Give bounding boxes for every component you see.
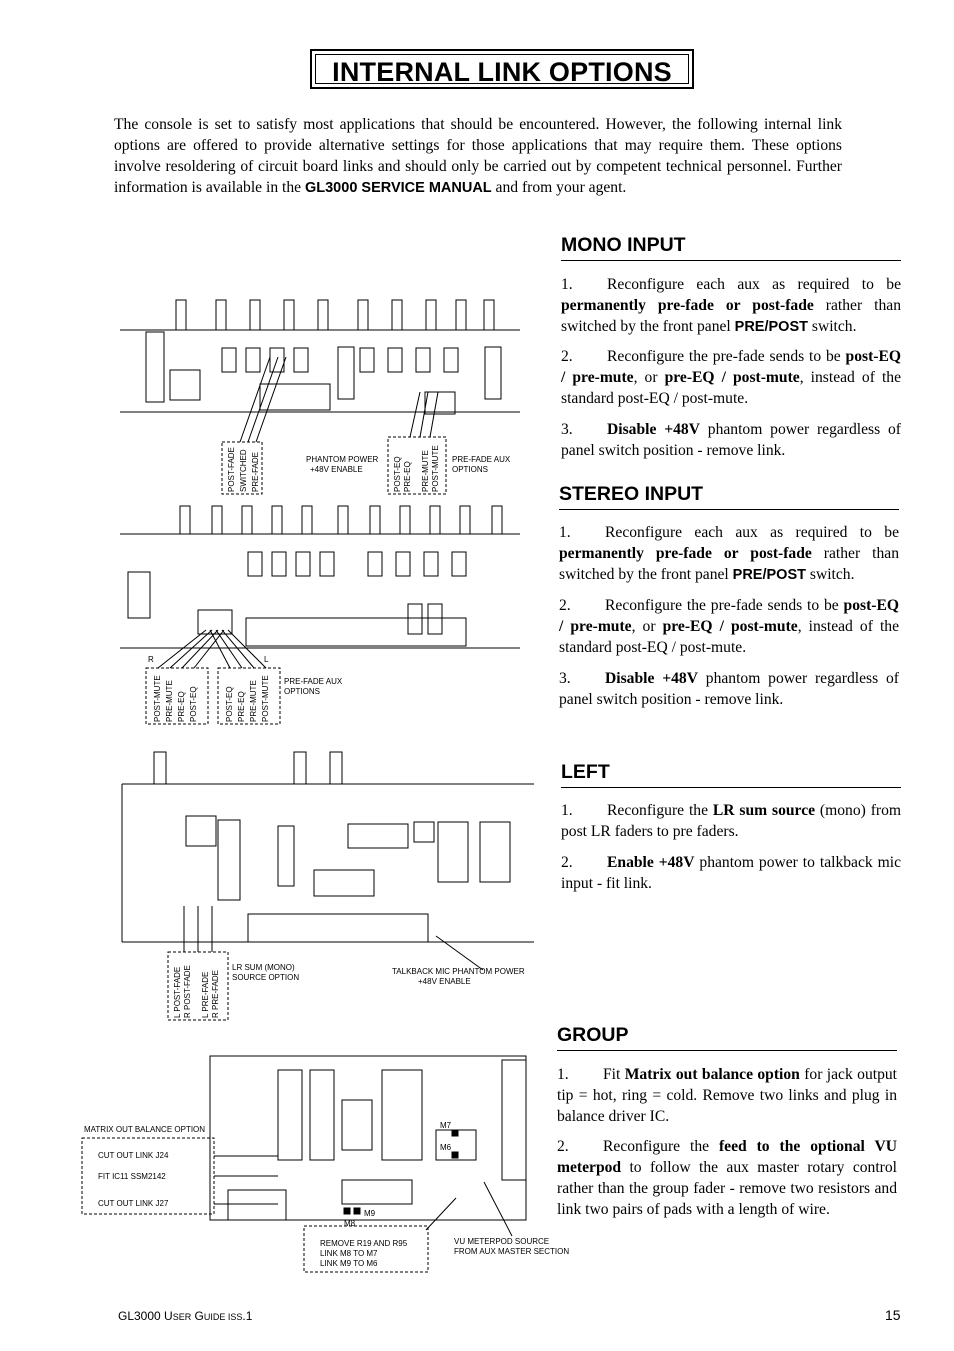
item-number: 1.	[561, 802, 573, 819]
label-r-pre-fade: R PRE-FADE	[211, 969, 220, 1018]
item-number: 3.	[561, 421, 573, 438]
item-bold: permanently pre-fade or post-fade	[561, 297, 814, 314]
stereo-item-1	[559, 522, 899, 586]
item-bold: permanently pre-fade or post-fade	[559, 545, 812, 562]
prefade-aux-label: PRE-FADE AUX	[284, 677, 343, 686]
label-post-fade: POST-FADE	[227, 447, 236, 492]
mono-item-3	[561, 419, 901, 461]
mono-input-heading: MONO INPUT	[561, 234, 901, 261]
label-post-eq: POST-EQ	[189, 686, 198, 722]
m7-label: M7	[440, 1121, 452, 1130]
lr-sum-label: LR SUM (MONO)	[232, 963, 295, 972]
mono-input-circuit-diagram	[110, 292, 520, 500]
item-number: 2.	[561, 348, 573, 365]
link-m8-label: LINK M8 TO M7	[320, 1249, 378, 1258]
label-l: L	[264, 655, 269, 664]
mono-labels-left	[227, 447, 260, 492]
item-number: 2.	[559, 597, 571, 614]
link-m9-label: LINK M9 TO M6	[320, 1259, 378, 1268]
item-bold: Disable +48V	[607, 421, 700, 438]
group-item-2	[557, 1136, 897, 1220]
group-circuit-diagram	[82, 1030, 570, 1278]
mono-ic-rows	[222, 348, 458, 372]
item-text: phantom power regardless of panel switch position - remove link.	[561, 421, 901, 459]
label-post-mute: POST-MUTE	[261, 675, 270, 722]
item-number: 1.	[561, 276, 573, 293]
label-pre-fade: PRE-FADE	[251, 451, 260, 492]
phantom-power-label: PHANTOM POWER	[306, 455, 379, 464]
label-r-post-fade: R POST-FADE	[183, 965, 192, 1018]
item-number: 2.	[561, 854, 573, 871]
remove-resistors-label: REMOVE R19 AND R95	[320, 1239, 408, 1248]
mono-item-2	[561, 346, 901, 409]
item-text: , instead of the standard post-EQ / post-mute.	[561, 369, 901, 407]
item-text: Reconfigure the pre-fade sends to be	[605, 597, 844, 614]
footer-text: GL3000 U	[118, 1309, 173, 1323]
item-bold: Disable +48V	[605, 670, 698, 687]
footer-document-id	[118, 1309, 252, 1323]
item-text: rather than switched by the front panel	[561, 297, 901, 335]
label-post-mute: POST-MUTE	[153, 675, 162, 722]
item-text: , instead of the standard post-EQ / post-mute.	[559, 618, 899, 656]
left-components	[186, 816, 434, 896]
stereo-labels-b	[225, 675, 270, 722]
item-bold: Enable +48V	[607, 854, 695, 871]
talkback-enable-label: +48V ENABLE	[418, 977, 471, 986]
label-pre-eq: PRE-EQ	[403, 461, 412, 492]
item-text: to follow the aux master rotary control rather than the group fader - remove two resistors and link two pairs of pads with a length of wire.	[557, 1159, 897, 1218]
stereo-item-3	[559, 668, 899, 710]
lr-sum-source-label: SOURCE OPTION	[232, 973, 300, 982]
item-text: switch.	[807, 318, 857, 335]
fit-ic11-label: FIT IC11 SSM2142	[98, 1172, 166, 1181]
page-title: INTERNAL LINK OPTIONS	[332, 57, 672, 87]
label-pre-eq: PRE-EQ	[177, 691, 186, 722]
item-bold: LR sum source	[712, 802, 816, 819]
item-text: for jack output tip = hot, ring = cold. Remove two links and plug in balance driver IC.	[557, 1066, 897, 1125]
mono-item-1	[561, 274, 901, 338]
cut-j27-label: CUT OUT LINK J27	[98, 1199, 169, 1208]
item-text: rather than switched by the front panel	[559, 545, 899, 583]
phantom-enable-label: +48V ENABLE	[310, 465, 363, 474]
stereo-input-circuit-diagram	[118, 500, 520, 728]
left-item-2	[561, 852, 901, 894]
page-number: 15	[885, 1307, 901, 1323]
item-text: Fit	[603, 1066, 625, 1083]
label-r: R	[148, 655, 154, 664]
label-l-pre-fade: L PRE-FADE	[201, 971, 210, 1018]
m8-label: M8	[344, 1219, 356, 1228]
item-number: 1.	[557, 1066, 569, 1083]
label-pre-mute: PRE-MUTE	[421, 450, 430, 492]
left-item-1	[561, 800, 901, 842]
intro-text: The console is set to satisfy most applications that should be encountered. However, the following internal link options are offered to provide alternative settings for those applications that may require them. These options involve resoldering of circuit board links and should only be carried out by competent technical personnel. Further information is available in the	[114, 116, 842, 196]
matrix-out-label: MATRIX OUT BALANCE OPTION	[84, 1125, 206, 1134]
item-text: Reconfigure each aux as required to be	[605, 524, 899, 541]
prefade-options-label: OPTIONS	[284, 687, 321, 696]
stereo-item-2	[559, 595, 899, 658]
vu-meterpod-label: VU METERPOD SOURCE	[454, 1237, 550, 1246]
label-l-post-fade: L POST-FADE	[173, 966, 182, 1018]
label-pre-mute: PRE-MUTE	[165, 680, 174, 722]
label-post-eq: POST-EQ	[225, 686, 234, 722]
prefade-options-label: OPTIONS	[452, 465, 489, 474]
item-text: , or	[633, 369, 665, 386]
stereo-labels-a	[153, 675, 198, 722]
label-switched: SWITCHED	[239, 449, 248, 492]
item-bold: Matrix out balance option	[624, 1066, 800, 1083]
stereo-input-heading: STEREO INPUT	[559, 483, 899, 510]
item-text: phantom power regardless of panel switch position - remove link.	[559, 670, 899, 708]
item-bold: post-EQ / pre-mute	[561, 348, 901, 386]
item-bold: feed to the optional VU meterpod	[557, 1138, 898, 1176]
item-text: Reconfigure the	[603, 1138, 719, 1155]
talkback-label: TALKBACK MIC PHANTOM POWER	[392, 967, 525, 976]
service-manual-ref: GL3000 SERVICE MANUAL	[304, 180, 492, 196]
page-title-box	[310, 49, 694, 89]
group-item-1	[557, 1064, 897, 1127]
item-text: , or	[631, 618, 663, 635]
item-number: 2.	[557, 1138, 569, 1155]
label-post-mute: POST-MUTE	[431, 445, 440, 492]
item-text: Reconfigure the pre-fade sends to be	[607, 348, 846, 365]
item-number: 3.	[559, 670, 571, 687]
footer-text: SER	[172, 1312, 192, 1322]
footer-text: .1	[242, 1309, 253, 1323]
item-text: switch.	[805, 566, 855, 583]
intro-paragraph	[114, 114, 842, 199]
m9-label: M9	[364, 1209, 376, 1218]
stereo-knobs	[180, 506, 502, 534]
intro-text-end: and from your agent.	[491, 179, 627, 196]
item-text: Reconfigure the	[607, 802, 713, 819]
item-text: phantom power to talkback mic input - fit link.	[561, 854, 901, 892]
item-text: (mono) from post LR faders to pre faders.	[561, 802, 902, 840]
item-switch: PRE/POST	[732, 567, 806, 583]
vu-source-label: FROM AUX MASTER SECTION	[454, 1247, 570, 1256]
label-post-eq: POST-EQ	[393, 456, 402, 492]
item-number: 1.	[559, 524, 571, 541]
item-bold: pre-EQ / post-mute	[662, 618, 798, 635]
stereo-ic-rows	[248, 552, 466, 634]
left-labels	[173, 965, 220, 1018]
left-heading: LEFT	[561, 761, 901, 788]
item-bold: pre-EQ / post-mute	[664, 369, 800, 386]
item-bold: post-EQ / pre-mute	[559, 597, 899, 635]
group-heading: GROUP	[557, 1024, 897, 1051]
label-pre-eq: PRE-EQ	[237, 691, 246, 722]
mono-labels-right	[393, 445, 440, 492]
footer-text: G	[191, 1309, 204, 1323]
footer-text: UIDE ISS	[203, 1312, 243, 1322]
prefade-aux-label: PRE-FADE AUX	[452, 455, 511, 464]
label-pre-mute: PRE-MUTE	[249, 680, 258, 722]
mono-knobs	[176, 300, 494, 330]
item-text: Reconfigure each aux as required to be	[607, 276, 901, 293]
item-switch: PRE/POST	[734, 319, 808, 335]
left-circuit-diagram	[118, 746, 534, 1024]
cut-j24-label: CUT OUT LINK J24	[98, 1151, 169, 1160]
m6-label: M6	[440, 1143, 452, 1152]
